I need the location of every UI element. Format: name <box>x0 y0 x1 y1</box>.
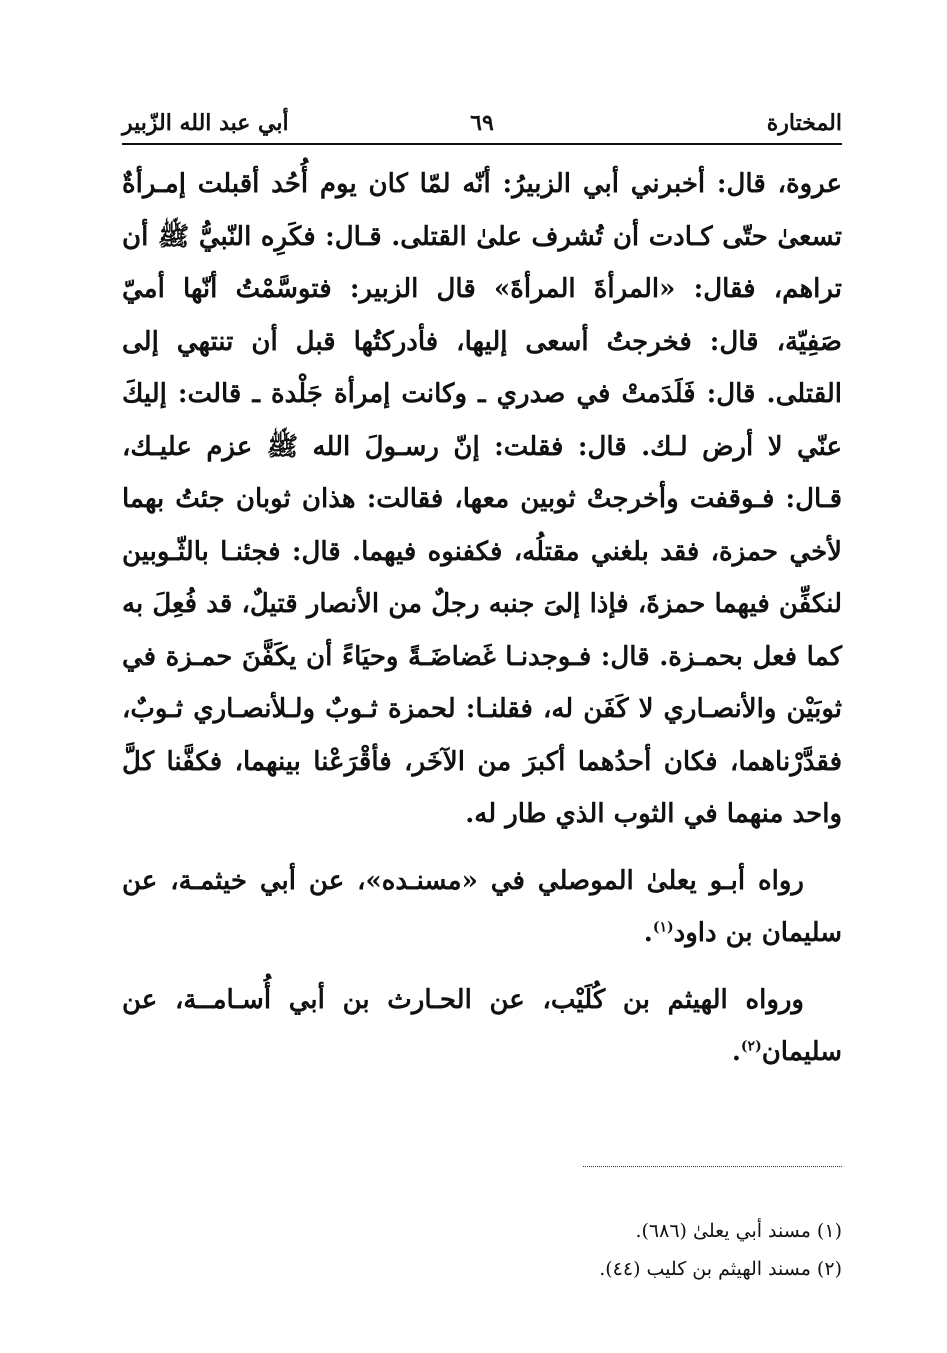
footnote-ref-1[interactable]: (١) <box>652 919 674 936</box>
header-divider <box>122 143 842 145</box>
narration-end-2: . <box>731 1037 741 1067</box>
footnote-2: (٢) مسند الهيثم بن كليب (٤٤). <box>599 1258 842 1280</box>
narration-paragraph-2 <box>122 974 842 1079</box>
main-text <box>122 158 842 1079</box>
header-book-title: المختارة <box>766 110 842 136</box>
footnotes <box>122 1212 842 1288</box>
narration-paragraph-1 <box>122 855 842 960</box>
footnote-divider <box>583 1166 842 1167</box>
narration-text-2: ورواه الهيثم بن كُلَيْب، عن الحـارث بن أبي أُسـامــة، عن سليمان <box>122 984 842 1067</box>
narration-text-1: رواه أبـو يعلىٰ الموصلي في «مسنـده»، عن أبي خيثمـة، عن سليمان بن داود <box>122 865 842 948</box>
hadith-paragraph: عروة، قال: أخبرني أبي الزبيرُ: أنّه لمّا كان يوم أُحُد أقبلت إمـرأةٌ تسعىٰ حتّى كـادت أن تُشرف علىٰ القتلى. قـال: فكَرِه النّبيُّ ﷺ أن تراهم، فقال: «المرأةَ المرأةَ» قال الزبير: فتوسَّمْتُ أنّها أميّ صَفِيّة، قال: فخرجتُ أسعى إليها، فأدركتُها قبل أن تنتهي إلى القتلى. قال: فَلَدَمتْ في صدري ـ وكانت إمرأة جَلْدة ـ قالت: إليكَ عنّي لا أرض لـك. قال: فقلت: إنّ رسـولَ الله ﷺ عزم عليـك، قـال: فـوقفت وأخرجتْ ثوبين معها، فقالت: هذان ثوبان جئتُ بهما لأخي حمزة، فقد بلغني مقتلُه، فكفنوه فيهما. قال: فجئنـا بالثّـوبين لنكفِّن فيهما حمزةَ، فإذا إلىَ جنبه رجلٌ من الأنصار قتيلٌ، قد فُعِلَ به كما فعل بحمـزة. قال: فـوجدنـا غَضاضَـةً وحيَاءً أن يكَفَّنَ حمـزة في ثوبَيْن والأنصـاري لا كَفَن له، فقلنـا: لحمزة ثـوبٌ ولـلأنصـاري ثـوبٌ، فقدَّرْناهما، فكان أحدُهما أكبرَ من الآخَر، فأقْرَعْنا بينهما، فكفَّنا كلَّ واحد منهما في الثوب الذي طار له. <box>122 169 842 829</box>
footnote-ref-2[interactable]: (٢) <box>740 1038 762 1055</box>
running-header <box>122 104 842 144</box>
footnote-1: (١) مسند أبي يعلىٰ (٦٨٦). <box>635 1220 842 1242</box>
narration-end-1: . <box>643 918 653 948</box>
header-section-title: أبي عبد الله الزّبير <box>122 110 289 136</box>
page-number: ٦٩ <box>470 110 494 136</box>
